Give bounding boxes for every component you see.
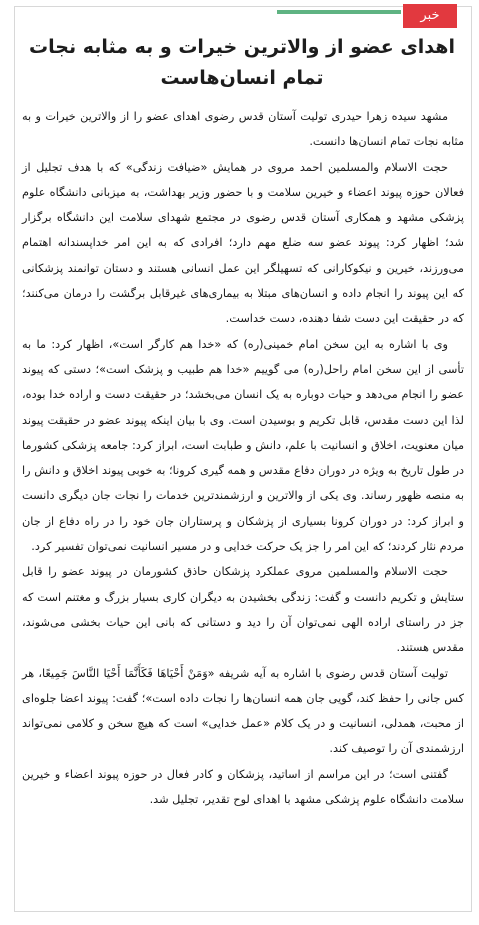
article-paragraph: گفتنی است؛ در این مراسم از اساتید، پزشکان و کادر فعال در حوزه پیوند اعضاء و خیرین سلامت دانشگاه علوم پزشکی مشهد با اهدای لوح تقدیر، تجلیل شد. bbox=[22, 767, 464, 807]
article-paragraph: حجت الاسلام والمسلمین مروی عملکرد پزشکان حاذق کشورمان در پیوند عضو را قابل ستایش و تکریم دانست و گفت: زندگی بخشیدن به دیگران کاری بسیار بزرگ و مغتنم است که جز در راستای اراده الهی نمی‌توان آن را دید و دستانی که بانی این حیات بخشی می‌شوند، مقدس هستند. bbox=[22, 565, 464, 655]
article-paragraph: مشهد سیده زهرا حیدری تولیت آستان قدس رضوی اهدای عضو را از والاترین خیرات و به مثابه نجات تمام انسان‌ها دانست. bbox=[22, 110, 464, 149]
article-paragraph: تولیت آستان قدس رضوی با اشاره به آیه شریفه «وَمَنْ أَحْيَاهَا فَكَأَنَّمَا أَحْيَا النَّاسَ جَمِيعًا، هر کس جانی را حفظ کند، گویی جان همه انسان‌ها را نجات داده است»؛ گفت: پیوند اعضا جلوه‌ای از محبت، همدلی، انسانیت و در یک کلام «عمل خدایی» است که هیچ سخن و کلامی نمی‌تواند ارزشمندی آن را توصیف کند. bbox=[22, 666, 464, 756]
header-accent-line bbox=[277, 10, 401, 14]
article-headline: اهدای عضو از والاترین خیرات و به مثابه نجات تمام انسان‌هاست bbox=[29, 36, 455, 89]
article-body bbox=[22, 104, 464, 812]
article-paragraph: وی با اشاره به این سخن امام خمینی(ره) که «خدا هم کارگر است»، اظهار کرد: ما به تأسی از این سخن امام راحل(ره) می گوییم «خدا هم طبیب و پزشک است»؛ دستی که پیوند عضو را انجام می‌دهد و حیات دوباره به یک انسان می‌بخشد؛ در حقیقت دست و اراده خدا بوده، لذا این دست مقدس، قابل تکریم و بوسیدن است. وی با بیان اینکه پیوند عضو در حقیقت پیوند میان معنویت، اخلاق و انسانیت با علم، دانش و طبابت است، ابراز کرد: جامعه پزشکی کشورما در طول تاریخ به ویژه در دوران دفاع مقدس و همه گیری کرونا؛ به خوبی پیوند اخلاق و دانش را به منصه ظهور رساند. وی یکی از والاترین و ارزشمندترین خدمات را نجات جان دیگری دانست و ابراز کرد: در دوران کرونا بسیاری از پزشکان و پرستاران جان خود را در راه دفاع از جان مردم نثار کردند؛ که این امر را جز یک حرکت خدایی و در مسیر انسانیت نمی‌توان تفسیر کرد. bbox=[22, 337, 464, 554]
article-paragraph: حجت الاسلام والمسلمین احمد مروی در همایش «ضیافت زندگی» که با هدف تجلیل از فعالان حوزه پیوند اعضاء و خیرین سلامت و با حضور وزیر بهداشت، به میزبانی دانشگاه علوم پزشکی مشهد و همکاری آستان قدس رضوی در مجتمع شهدای سلامت این دانشگاه برگزار شد؛ اظهار کرد: پیوند عضو سه ضلع مهم دارد؛ افرادی که به این امر خداپسندانه اهتمام می‌ورزند، خیرین و نیکوکارانی که تسهیلگر این عمل انسانی هستند و دستان توانمند پزشکانی که این پیوند را انجام داده و انسان‌های مبتلا به بیماری‌های غیرقابل برگشت را درمان می‌کنند؛ که در حقیقت این دست شفا دهنده، دست خداست. bbox=[22, 160, 464, 326]
section-tag: خبر bbox=[403, 4, 457, 28]
